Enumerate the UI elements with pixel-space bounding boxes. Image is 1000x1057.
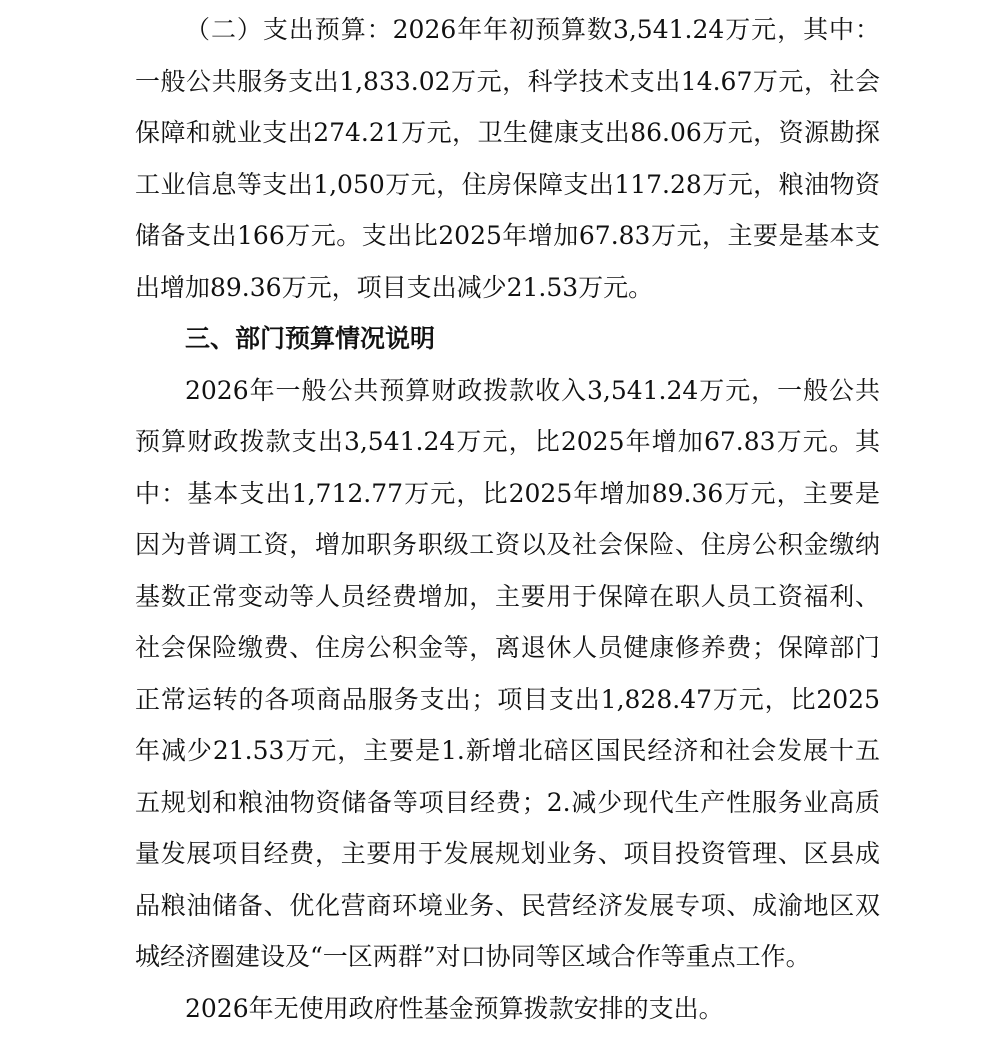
paragraph-government-fund-note: 2026年无使用政府性基金预算拨款安排的支出。 xyxy=(185,993,724,1023)
paragraph-budget-explanation: 2026年一般公共预算财政拨款收入3,541.24万元，一般公共预算财政拨款支出3,541.24万元，比2025年增加67.83万元。其中：基本支出1,712.77万元，比2025年增加89.36万元，主要是因为普调工资，增加职务职级工资以及社会保险、住房公积金缴纳基数正常变动等人员经费增加，主要用于保障在职人员工资福利、社会保险缴费、住房公积金等，离退休人员健康修养费；保障部门正常运转的各项商品服务支出；项目支出1,828.47万元，比2025年减少21.53万元，主要是1.新增北碚区国民经济和社会发展十五五规划和粮油物资储备等项目经费；2.减少现代生产性服务业高质量发展项目经费，主要用于发展规划业务、项目投资管理、区县成品粮油储备、优化营商环境业务、民营经济发展专项、成渝地区双城经济圈建设及“一区两群”对口协同等区域合作等重点工作。 xyxy=(135,375,880,971)
document-body xyxy=(135,4,880,1034)
section-heading: 三、部门预算情况说明 xyxy=(185,324,436,353)
paragraph-expenditure-budget: （二）支出预算：2026年年初预算数3,541.24万元，其中：一般公共服务支出1,833.02万元，科学技术支出14.67万元，社会保障和就业支出274.21万元，卫生健康支出86.06万元，资源勘探工业信息等支出1,050万元，住房保障支出117.28万元，粮油物资储备支出166万元。支出比2025年增加67.83万元，主要是基本支出增加89.36万元，项目支出减少21.53万元。 xyxy=(135,15,880,302)
